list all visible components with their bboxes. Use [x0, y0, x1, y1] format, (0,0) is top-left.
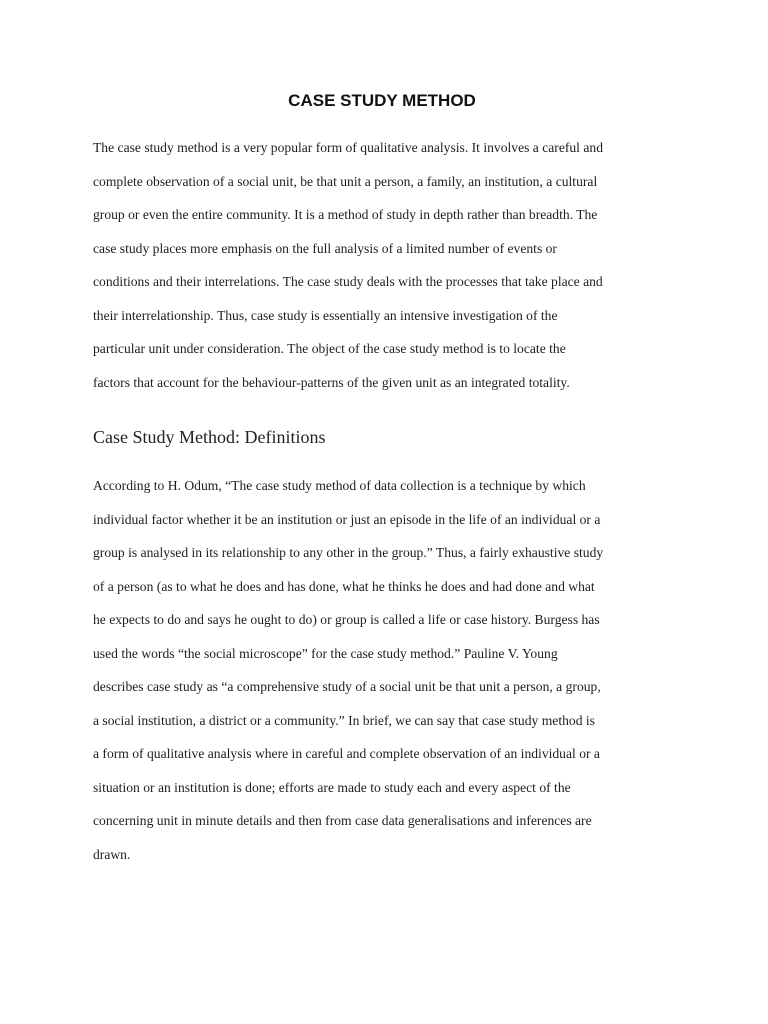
page-title: CASE STUDY METHOD: [288, 91, 476, 110]
text-line: case study places more emphasis on the full analysis of a limited number of events or: [93, 240, 557, 256]
text-line: group is analysed in its relationship to any other in the group.” Thus, a fairly exhaustive study: [93, 545, 604, 560]
text-line: The case study method is a very popular form of qualitative analysis. It involves a careful and: [93, 140, 603, 155]
definitions-paragraph: [93, 469, 683, 871]
text-line: group or even the entire community. It is a method of study in depth rather than breadth. The: [93, 207, 598, 222]
text-line: of a person (as to what he does and has done, what he thinks he does and had done and what: [93, 578, 595, 594]
text-line: a social institution, a district or a community.” In brief, we can say that case study method is: [93, 712, 595, 728]
text-line: he expects to do and says he ought to do) or group is called a life or case history. Burgess has: [93, 612, 600, 627]
text-line: According to H. Odum, “The case study method of data collection is a technique by which: [93, 478, 586, 493]
text-line: particular unit under consideration. The object of the case study method is to locate the: [93, 341, 566, 356]
text-line: used the words “the social microscope” for the case study method.” Pauline V. Young: [93, 645, 558, 661]
text-line: a form of qualitative analysis where in careful and complete observation of an individual or a: [93, 746, 600, 761]
text-line: concerning unit in minute details and then from case data generalisations and inferences are: [93, 813, 592, 828]
text-line: complete observation of a social unit, be that unit a person, a family, an institution, a cultural: [93, 173, 598, 189]
section-heading: Case Study Method: Definitions: [93, 427, 326, 447]
intro-paragraph: [93, 131, 683, 399]
text-line: describes case study as “a comprehensive study of a social unit be that unit a person, a group,: [93, 679, 601, 694]
text-line: conditions and their interrelations. The case study deals with the processes that take place and: [93, 274, 603, 289]
text-line: individual factor whether it be an institution or just an episode in the life of an individual or a: [93, 511, 601, 527]
text-line: drawn.: [93, 846, 131, 862]
text-line: their interrelationship. Thus, case study is essentially an intensive investigation of the: [93, 307, 558, 323]
text-line: factors that account for the behaviour-patterns of the given unit as an integrated totality.: [93, 374, 570, 390]
text-line: situation or an institution is done; efforts are made to study each and every aspect of the: [93, 779, 571, 795]
